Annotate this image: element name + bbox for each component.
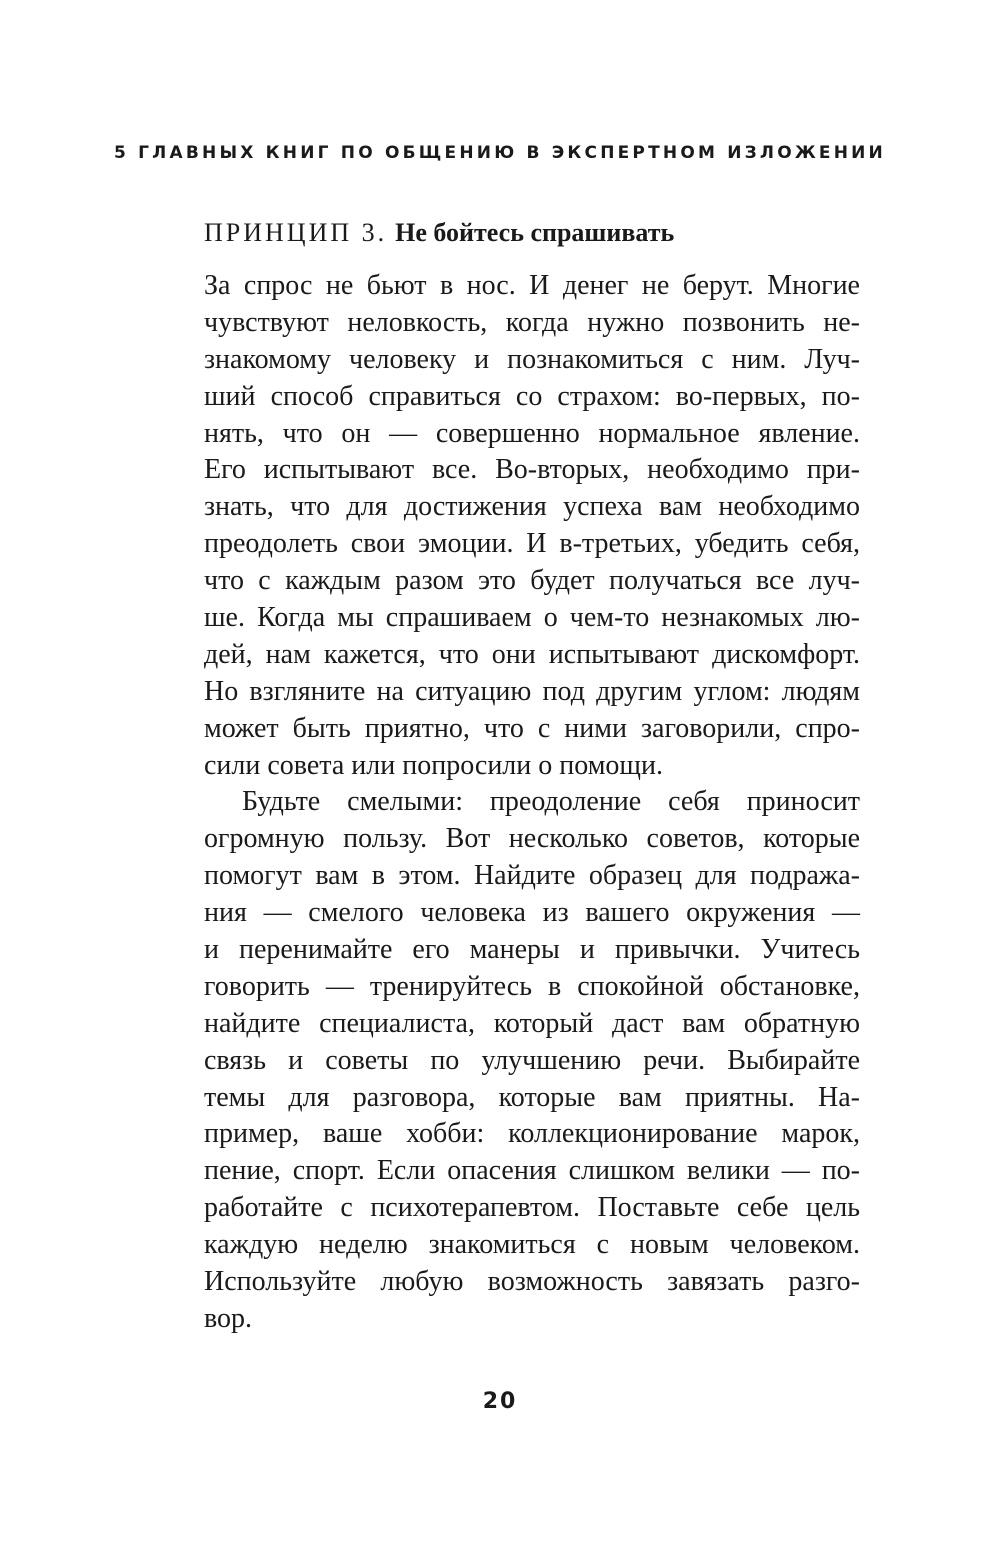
text-line: ния — смелого человека из вашего окружения — — [204, 897, 860, 929]
text-line: помогут вам в этом. Найдите образец для подража- — [204, 860, 860, 892]
text-line: работайте с психотерапевтом. Поставьте себе цель — [204, 1192, 860, 1224]
running-head: 5 ГЛАВНЫХ КНИГ ПО ОБЩЕНИЮ В ЭКСПЕРТНОМ ИЗЛОЖЕНИИ — [114, 143, 886, 163]
text-line: темы для разговора, которые вам приятны. На- — [204, 1081, 860, 1113]
text-line: может быть приятно, что с ними заговорили, спро- — [204, 712, 860, 744]
text-line: знакомому человеку и познакомиться с ним. Луч- — [204, 343, 860, 375]
paragraph-1 — [204, 268, 860, 784]
text-line: преодолеть свои эмоции. И в-третьих, убедить себя, — [204, 528, 860, 560]
section-title: Не бойтесь спрашивать — [395, 218, 675, 247]
text-line: нять, что он — совершенно нормальное явление. — [204, 417, 860, 449]
text-line: чувствуют неловкость, когда нужно позвонить не- — [204, 306, 860, 338]
text-line: Будьте смелыми: преодоление себя приносит — [242, 786, 860, 818]
section-heading — [204, 218, 674, 248]
text-line: огромную пользу. Вот несколько советов, которые — [204, 823, 860, 855]
text-line: ше. Когда мы спрашиваем о чем-то незнакомых лю- — [204, 602, 860, 634]
body-text — [204, 268, 860, 1338]
text-line: Но взгляните на ситуацию под другим углом: людям — [204, 675, 860, 707]
text-line: За спрос не бьют в нос. И денег не берут. Многие — [204, 270, 860, 301]
text-line: знать, что для достижения успеха вам необходимо — [204, 491, 860, 523]
section-label: ПРИНЦИП 3. — [204, 218, 388, 247]
text-line: и перенимайте его манеры и привычки. Учитесь — [204, 934, 860, 966]
text-line: каждую неделю знакомиться с новым человеком. — [204, 1229, 860, 1261]
text-line: пример, ваше хобби: коллекционирование марок, — [204, 1118, 860, 1150]
text-line: что с каждым разом это будет получаться все луч- — [204, 565, 860, 597]
text-line: связь и советы по улучшению речи. Выбирайте — [204, 1044, 860, 1076]
page-number: 20 — [482, 1389, 518, 1414]
text-line: ший способ справиться со страхом: во-первых, по- — [204, 380, 860, 412]
text-line: Используйте любую возможность завязать разго- — [204, 1266, 860, 1298]
text-line: говорить — тренируйтесь в спокойной обстановке, — [204, 970, 860, 1002]
text-line: вор. — [204, 1302, 253, 1334]
text-line: найдите специалиста, который даст вам обратную — [204, 1007, 860, 1039]
text-line: Его испытывают все. Во-вторых, необходимо при- — [204, 454, 860, 486]
text-line: дей, нам кажется, что они испытывают дискомфорт. — [204, 638, 860, 670]
text-line: пение, спорт. Если опасения слишком велики — по- — [204, 1155, 860, 1187]
text-line: сили совета или попросили о помощи. — [204, 749, 663, 781]
paragraph-2 — [204, 784, 860, 1337]
